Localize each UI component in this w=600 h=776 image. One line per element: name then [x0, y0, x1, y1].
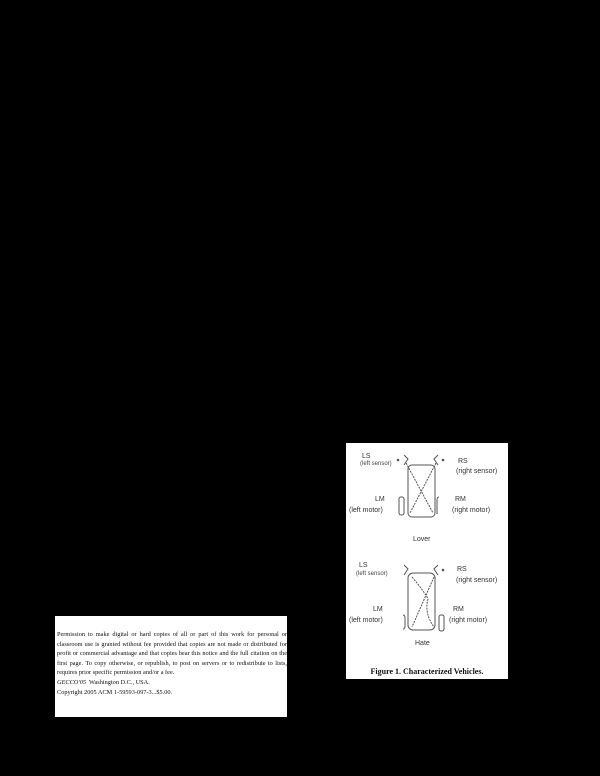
lover-left-motor-label: LM	[375, 496, 385, 503]
lover-vehicle-name: Lover	[413, 536, 431, 543]
lover-right-motor-label: RM	[455, 496, 466, 503]
hate-left-sensor-label: LS	[359, 562, 368, 569]
hate-left-motor-label: LM	[373, 606, 383, 613]
copyright-line: Copyright 2005 ACM 1-59593-097-3...$5.00.	[57, 688, 173, 696]
conference-line	[57, 678, 287, 688]
permission-notice-box	[55, 616, 287, 717]
lover-right-sensor-label: RS	[458, 458, 468, 465]
lover-right-sensor-desc: (right sensor)	[456, 468, 498, 475]
figure-1	[346, 443, 508, 679]
vehicle-hate-diagram	[403, 565, 444, 631]
hate-left-sensor-desc: (left sensor)	[356, 571, 388, 577]
permission-notice	[57, 630, 287, 697]
lover-left-sensor-desc: (left sensor)	[360, 461, 392, 467]
figure-caption: Figure 1. Characterized Vehicles.	[370, 667, 484, 676]
cutoff-strip	[346, 677, 508, 679]
hate-right-motor-desc: (right motor)	[449, 617, 488, 624]
hate-right-sensor-label: RS	[457, 566, 467, 573]
permission-body: Permission to make digital or hard copies of all or part of this work for personal or classroom use is granted without fee provided that copies are not made or distributed for profit or commercial advantage and that copies bear this notice and the full citation on the first page. To copy otherwise, or republish, to post on servers or to redistribute to lists, requires prior specific permission and/or a fee.	[57, 631, 287, 677]
lover-left-motor-desc: (left motor)	[349, 507, 383, 514]
lover-left-sensor-label: LS	[362, 453, 371, 460]
vehicle-lover-diagram	[397, 455, 444, 517]
lover-right-motor-desc: (right motor)	[452, 507, 491, 514]
conference-location: Washington D.C., USA.	[89, 678, 150, 686]
conference-venue: GECCO'05	[57, 678, 86, 686]
hate-vehicle-name: Hate	[415, 640, 430, 647]
hate-right-motor-label: RM	[453, 606, 464, 613]
hate-left-motor-desc: (left motor)	[349, 617, 383, 624]
hate-right-sensor-desc: (right sensor)	[456, 577, 498, 584]
